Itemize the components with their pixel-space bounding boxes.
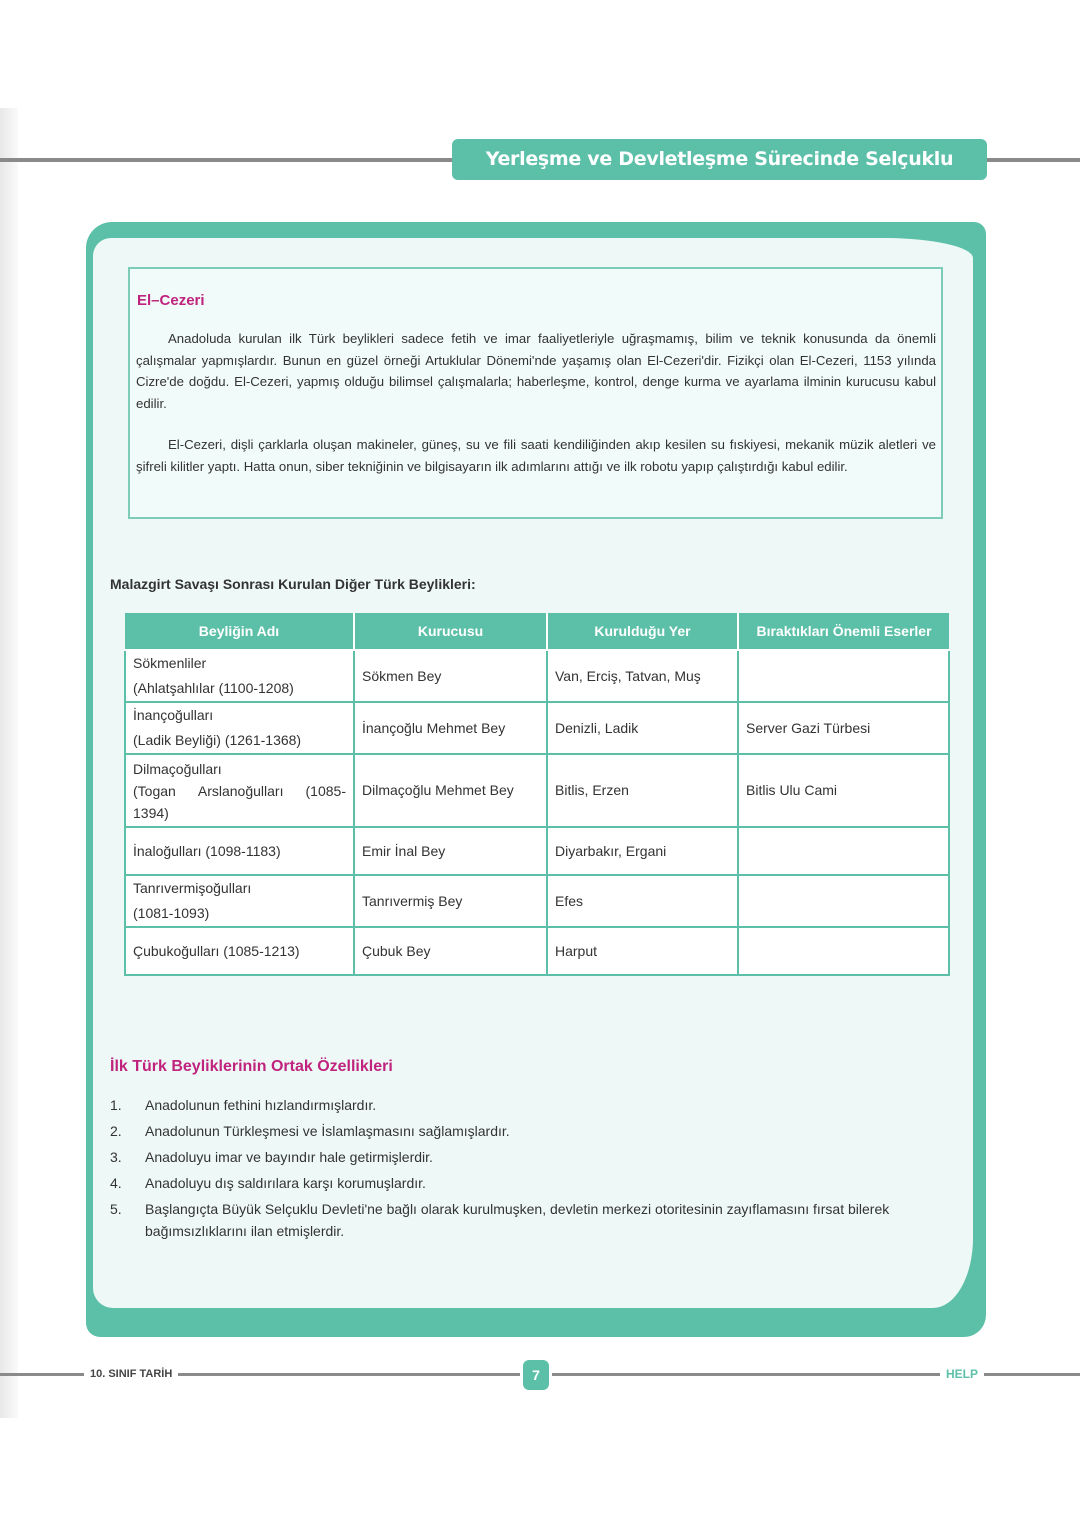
header-beylik-adi: Beyliğin Adı bbox=[125, 613, 354, 650]
list-item-text: Anadolunun Türkleşmesi ve İslamlaşmasını sağlamışlardır. bbox=[145, 1123, 510, 1139]
list-item-number: 5. bbox=[110, 1201, 122, 1217]
cell-founder: Emir İnal Bey bbox=[354, 827, 547, 875]
cell-name-line3: 1394) bbox=[133, 804, 169, 821]
beylik-table bbox=[124, 613, 950, 976]
table-row bbox=[125, 754, 949, 827]
cell-name bbox=[125, 650, 354, 702]
table-row bbox=[125, 875, 949, 927]
cell-name-line2-part-b: Arslanoğulları bbox=[197, 782, 284, 799]
chapter-title: Yerleşme ve Devletleşme Sürecinde Selçuklu Türkiyesi bbox=[452, 139, 987, 180]
el-cezeri-title: El–Cezeri bbox=[137, 292, 205, 309]
footer-rule-left bbox=[0, 1373, 520, 1376]
header-kurucusu: Kurucusu bbox=[354, 613, 547, 650]
list-item-text: Anadoluyu imar ve bayındır hale getirmişlerdir. bbox=[145, 1149, 433, 1165]
cell-founder: İnançoğlu Mehmet Bey bbox=[354, 702, 547, 754]
cell-name-line2: (Ladik Beyliği) (1261-1368) bbox=[133, 732, 302, 748]
cell-name bbox=[125, 754, 354, 827]
cell-place: Harput bbox=[547, 927, 738, 975]
list-item-text: Başlangıçta Büyük Selçuklu Devleti'ne bağlı olarak kurulmuşken, devletin merkezi otoritesinin zayıflamasını fırsat bilerek bağımsızlıklarını ilan etmişlerdir. bbox=[145, 1201, 890, 1239]
cell-name-line1: Tanrıvermişoğulları bbox=[133, 880, 252, 896]
el-cezeri-paragraph-2: El-Cezeri, dişli çarklarla oluşan makineler, güneş, su ve fili saati kendiliğinden akıp kesilen su fıskiyesi, mekanik müzik aletleri ve şifreli kilitler yaptı. Hatta onun, siber tekniğinin ve bilgisayarın ilk adımlarını attığı ve ilk robotu yapıp çalıştırdığı kabul edilir. bbox=[136, 437, 936, 474]
list-item bbox=[110, 1198, 965, 1242]
header-rule-left bbox=[0, 158, 455, 162]
cell-name: İnaloğulları (1098-1183) bbox=[125, 827, 354, 875]
list-item-number: 2. bbox=[110, 1123, 122, 1139]
cell-name-line1: İnançoğulları bbox=[133, 707, 214, 723]
ortak-ozellikler-title: İlk Türk Beyliklerinin Ortak Özellikleri bbox=[110, 1058, 393, 1075]
cell-name-line2: (1081-1093) bbox=[133, 905, 210, 921]
ortak-ozellikler-list bbox=[110, 1094, 965, 1246]
list-item-number: 4. bbox=[110, 1175, 122, 1191]
el-cezeri-paragraph-1: Anadoluda kurulan ilk Türk beylikleri sadece fetih ve imar faaliyetleriyle uğraşmamış, bilim ve teknik konusunda da önemli çalışmalar yapmışlardır. Bunun en güzel örneği Artuklular Dönemi'nde yaşamış olan El-Cezeri'dir. Fizikçi olan El-Cezeri, 1153 yılında Cizre'de doğdu. El-Cezeri, yapmış olduğu bilimsel çalışmalarla; haberleşme, kontrol, denge kurma ve ayarlama ilminin kurucusu kabul edilir. bbox=[136, 331, 936, 411]
header-eserler: Bıraktıkları Önemli Eserler bbox=[738, 613, 949, 650]
table-row bbox=[125, 650, 949, 702]
list-item bbox=[110, 1120, 965, 1142]
header-rule-right bbox=[985, 158, 1080, 162]
table-header-row bbox=[125, 613, 949, 650]
cell-founder: Dilmaçoğlu Mehmet Bey bbox=[354, 754, 547, 827]
page-edge-shadow bbox=[0, 108, 18, 1418]
cell-name-line2: (Ahlatşahlılar (1100-1208) bbox=[133, 680, 294, 696]
list-item-text: Anadoluyu dış saldırılara karşı korumuşlardır. bbox=[145, 1175, 426, 1191]
table-row bbox=[125, 927, 949, 975]
cell-name-line2-part-c: (1085- bbox=[305, 782, 346, 799]
table-row bbox=[125, 827, 949, 875]
list-item-number: 1. bbox=[110, 1097, 122, 1113]
cell-works: Server Gazi Türbesi bbox=[738, 702, 949, 754]
footer-course-label: 10. SINIF TARİH bbox=[84, 1366, 178, 1382]
cell-place: Denizli, Ladik bbox=[547, 702, 738, 754]
list-item-text: Anadolunun fethini hızlandırmışlardır. bbox=[145, 1097, 377, 1113]
cell-place: Efes bbox=[547, 875, 738, 927]
cell-place: Diyarbakır, Ergani bbox=[547, 827, 738, 875]
cell-works bbox=[738, 927, 949, 975]
cell-name bbox=[125, 702, 354, 754]
footer-publisher-label: HELP bbox=[940, 1366, 984, 1382]
list-item-number: 3. bbox=[110, 1149, 122, 1165]
page-number: 7 bbox=[523, 1360, 549, 1390]
table-row bbox=[125, 702, 949, 754]
cell-founder: Çubuk Bey bbox=[354, 927, 547, 975]
cell-founder: Sökmen Bey bbox=[354, 650, 547, 702]
cell-place: Bitlis, Erzen bbox=[547, 754, 738, 827]
table-caption: Malazgirt Savaşı Sonrası Kurulan Diğer Türk Beylikleri: bbox=[110, 576, 476, 592]
cell-works: Bitlis Ulu Cami bbox=[738, 754, 949, 827]
cell-name-line2 bbox=[133, 780, 346, 802]
cell-works bbox=[738, 875, 949, 927]
cell-works bbox=[738, 827, 949, 875]
footer-rule-right bbox=[552, 1373, 1080, 1376]
list-item bbox=[110, 1172, 965, 1194]
cell-name-line1: Dilmaçoğulları bbox=[133, 760, 222, 777]
cell-name: Çubukoğulları (1085-1213) bbox=[125, 927, 354, 975]
header-kuruldugu-yer: Kurulduğu Yer bbox=[547, 613, 738, 650]
list-item bbox=[110, 1094, 965, 1116]
cell-works bbox=[738, 650, 949, 702]
cell-name-line2-part-a: (Togan bbox=[133, 782, 176, 799]
cell-name-line1: Sökmenliler bbox=[133, 655, 207, 671]
cell-name bbox=[125, 875, 354, 927]
list-item bbox=[110, 1146, 965, 1168]
cell-founder: Tanrıvermiş Bey bbox=[354, 875, 547, 927]
cell-place: Van, Erciş, Tatvan, Muş bbox=[547, 650, 738, 702]
